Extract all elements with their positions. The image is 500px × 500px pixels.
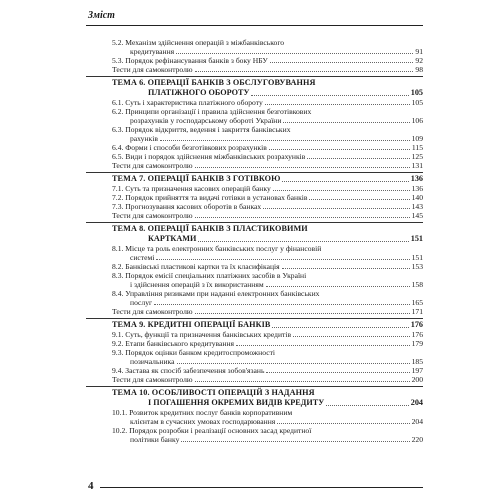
dot-leader [270, 62, 414, 63]
toc-entry[interactable] [112, 244, 423, 262]
toc-entry-text: послуг [130, 298, 153, 307]
toc-entry-text: 10.2. Порядок розробки і реалізації основних засад кредитної [112, 426, 312, 435]
dot-leader [177, 363, 410, 364]
toc-entry-text: ТЕМА 10. ОСОБЛИВОСТІ ОПЕРАЦІЙ З НАДАННЯ [112, 388, 315, 397]
toc-page-number: 176 [410, 320, 423, 329]
dot-leader [236, 345, 410, 346]
toc-entry[interactable] [112, 202, 423, 211]
section-divider [86, 386, 423, 387]
dot-leader [309, 199, 409, 200]
toc-entry[interactable] [112, 271, 423, 289]
toc-entry-text: і здійснення операцій з їх використанням [130, 280, 264, 289]
toc-entry[interactable] [112, 426, 423, 444]
toc-entry-text: 6.3. Порядок відкриття, ведення і закриття банківських [112, 125, 291, 134]
toc-entry-text: 7.3. Прогнозування касових оборотів в банках [112, 202, 262, 211]
dot-leader [176, 53, 413, 54]
toc-page-number: 158 [411, 280, 423, 289]
header-rule [86, 25, 423, 26]
toc-page-number: 204 [410, 398, 423, 407]
toc-page-number: 92 [415, 56, 423, 65]
toc-entry-text: Тести для самоконтролю [112, 307, 193, 316]
toc-entry-text: розрахунків у господарському обороті України [130, 116, 282, 125]
dot-leader [269, 149, 410, 150]
toc-entry-text: КАРТКАМИ [148, 234, 197, 243]
toc-entry-text: 10.1. Розвиток кредитних послуг банків корпоративним [112, 408, 293, 417]
toc-entry-text: 6.4. Форми і способи безготівкових розрахунків [112, 143, 267, 152]
toc-entry[interactable] [112, 193, 423, 202]
toc-entry-text: ТЕМА 7. ОПЕРАЦІЇ БАНКІВ З ГОТІВКОЮ [112, 174, 281, 183]
toc-entry[interactable] [112, 56, 423, 65]
toc-page-number: 140 [411, 193, 423, 202]
section-divider [86, 172, 423, 173]
toc-entry-text: 7.1. Суть та призначення касових операцій банку [112, 184, 271, 193]
dot-leader [198, 241, 408, 242]
toc-entry[interactable] [112, 143, 423, 152]
dot-leader [273, 190, 410, 191]
toc-entry-text: ТЕМА 9. КРЕДИТНІ ОПЕРАЦІЇ БАНКІВ [112, 320, 271, 329]
dot-leader [156, 259, 409, 260]
toc-entry-text: 6.2. Принципи організації і правила здійснення безготівкових [112, 107, 312, 116]
toc-page-number: 179 [411, 339, 423, 348]
toc-entry[interactable] [112, 211, 423, 220]
dot-leader [195, 167, 410, 168]
toc-entry[interactable] [112, 375, 423, 384]
toc-entry-text: системі [130, 253, 155, 262]
toc-page-number: 176 [411, 330, 423, 339]
footer-rule [100, 487, 423, 488]
toc-entry-text: 8.4. Управління ризиками при наданні електронних банківських [112, 289, 320, 298]
dot-leader [160, 140, 410, 141]
toc-entry[interactable] [112, 366, 423, 375]
toc-entry-text: 6.1. Суть і характеристика платіжного обороту [112, 98, 263, 107]
toc-entry-text: ПЛАТІЖНОГО ОБОРОТУ [148, 88, 250, 97]
toc-page-number: 171 [411, 307, 423, 316]
dot-leader [265, 104, 410, 105]
toc-page-number: 98 [415, 65, 423, 74]
dot-leader [272, 327, 408, 328]
toc-entry[interactable] [112, 125, 423, 143]
dot-leader [181, 441, 409, 442]
toc-entry-text: Тести для самоконтролю [112, 375, 193, 384]
toc-entry-text: 8.3. Порядок емісії спеціальних платіжних засобів в Україні [112, 271, 307, 280]
toc-page-number: 106 [411, 116, 423, 125]
toc-page-number: 185 [411, 357, 423, 366]
toc-entry[interactable] [112, 348, 423, 366]
toc-page-number: 143 [411, 202, 423, 211]
section-divider [86, 76, 423, 77]
toc-entry-text: 9.4. Застава як спосіб забезпечення зобов'язань [112, 366, 265, 375]
toc-page-number: 109 [411, 134, 423, 143]
dot-leader [195, 313, 410, 314]
toc-page-number: 151 [410, 234, 423, 243]
dot-leader [195, 381, 410, 382]
dot-leader [283, 122, 409, 123]
toc-page-number: 91 [415, 47, 423, 56]
toc-theme-heading[interactable] [112, 78, 423, 98]
dot-leader [195, 217, 410, 218]
toc-entry-text: 7.2. Порядок прийняття та видачі готівки в установах банків [112, 193, 308, 202]
dot-leader [154, 304, 409, 305]
toc-entry-text: 8.1. Місце та роль електронних банківських послуг у фінансовій [112, 244, 322, 253]
toc-entry-text: позичальника [130, 357, 175, 366]
toc-entry[interactable] [112, 330, 423, 339]
toc-page-number: 165 [411, 298, 423, 307]
toc-entry[interactable] [112, 262, 423, 271]
toc-page-number: 197 [411, 366, 423, 375]
toc-entry-text: політики банку [130, 435, 180, 444]
dot-leader [251, 95, 408, 96]
toc-entry-text: 9.1. Суть, функції та призначення банківських кредитів [112, 330, 292, 339]
toc-theme-heading[interactable] [112, 174, 423, 184]
toc-page-number: 136 [411, 184, 423, 193]
dot-leader [266, 372, 409, 373]
toc-entry[interactable] [112, 307, 423, 316]
dot-leader [266, 286, 410, 287]
toc-theme-heading[interactable] [112, 388, 423, 408]
toc-entry-text: Тести для самоконтролю [112, 211, 193, 220]
dot-leader [326, 405, 409, 406]
section-divider [86, 222, 423, 223]
toc-entry-text: Тести для самоконтролю [112, 161, 193, 170]
dot-leader [282, 181, 408, 182]
toc-page-number: 153 [411, 262, 423, 271]
toc-entry-text: 5.3. Порядок рефінансування банків з боку НБУ [112, 56, 268, 65]
toc-entry[interactable] [112, 339, 423, 348]
dot-leader [282, 268, 410, 269]
toc-entry-text: 9.2. Етапи банківського кредитування [112, 339, 235, 348]
toc-entry[interactable] [112, 98, 423, 107]
toc-page-number: 151 [411, 253, 423, 262]
toc-entry-text: ТЕМА 6. ОПЕРАЦІЇ БАНКІВ З ОБСЛУГОВУВАННЯ [112, 78, 316, 87]
toc-entry-text: 8.2. Банківські пластикові картки та їх класифікація [112, 262, 280, 271]
toc-entry[interactable] [112, 161, 423, 170]
toc-entry-text: 9.3. Порядок оцінки банком кредитоспроможності [112, 348, 276, 357]
table-of-contents [112, 38, 423, 444]
toc-page-number: 200 [411, 375, 423, 384]
dot-leader [293, 336, 410, 337]
section-divider [86, 318, 423, 319]
toc-entry[interactable] [112, 152, 423, 161]
toc-entry-text: Тести для самоконтролю [112, 65, 193, 74]
toc-entry[interactable] [112, 408, 423, 426]
toc-page-number: 145 [411, 211, 423, 220]
toc-entry-text: клієнтам в сучасних умовах господарювання [130, 417, 276, 426]
toc-entry[interactable] [112, 289, 423, 307]
toc-entry-text: кредитування [130, 47, 175, 56]
toc-page-number: 105 [411, 98, 423, 107]
toc-entry[interactable] [112, 65, 423, 74]
dot-leader [263, 208, 409, 209]
toc-page-number: 105 [410, 88, 423, 97]
toc-entry-text: 5.2. Механізм здійснення операцій з міжбанківського [112, 38, 285, 47]
dot-leader [307, 158, 409, 159]
page-number: 4 [88, 480, 94, 492]
toc-theme-heading[interactable] [112, 224, 423, 244]
running-header-title: Зміст [88, 10, 115, 21]
toc-entry-text: рахунків [130, 134, 158, 143]
toc-page-number: 115 [411, 143, 423, 152]
toc-entry-text: 6.5. Види і порядок здійснення міжбанківських розрахунків [112, 152, 306, 161]
toc-page-number: 125 [411, 152, 423, 161]
toc-page-number: 131 [411, 161, 423, 170]
toc-page-number: 136 [410, 174, 423, 183]
toc-theme-heading[interactable] [112, 320, 423, 330]
dot-leader [277, 423, 409, 424]
toc-page-number: 220 [411, 435, 423, 444]
toc-entry[interactable] [112, 38, 423, 56]
toc-entry[interactable] [112, 107, 423, 125]
dot-leader [195, 71, 414, 72]
toc-page-number: 204 [411, 417, 423, 426]
toc-entry-text: І ПОГАШЕННЯ ОКРЕМИХ ВИДІВ КРЕДИТУ [148, 398, 325, 407]
toc-entry-text: ТЕМА 8. ОПЕРАЦІЇ БАНКІВ З ПЛАСТИКОВИМИ [112, 224, 308, 233]
toc-entry[interactable] [112, 184, 423, 193]
